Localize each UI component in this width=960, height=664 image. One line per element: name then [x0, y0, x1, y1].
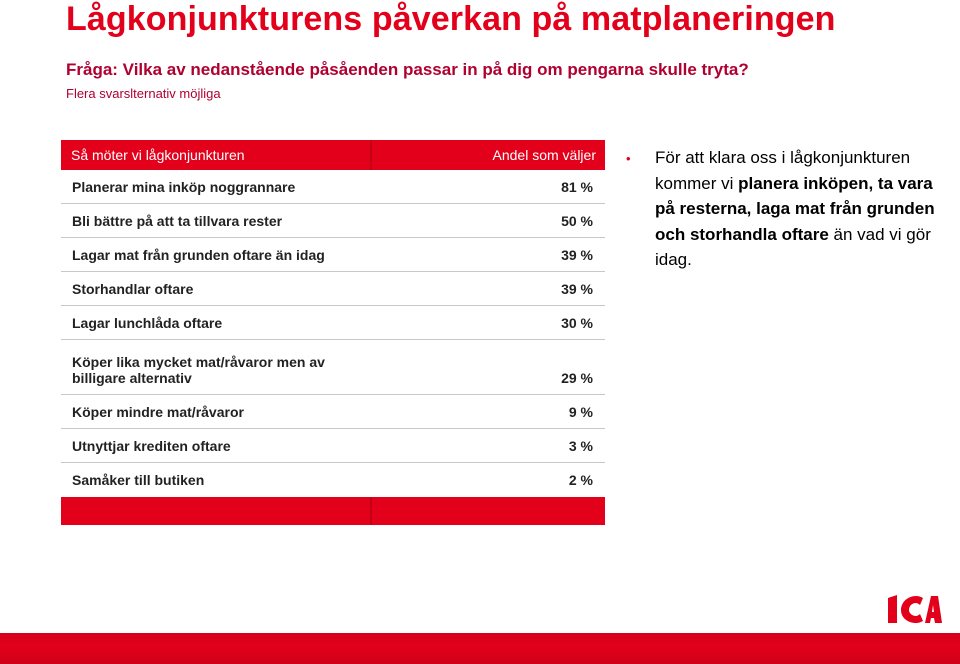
conclusion-bullet: [626, 145, 936, 273]
survey-question: Fråga: Vilka av nedanstående påsåenden passar in på dig om pengarna skulle tryta?: [66, 60, 749, 79]
row-value: 9 %: [568, 403, 593, 420]
header-divider: [370, 140, 372, 170]
conclusion-text-part2: än vad vi gör idag.: [655, 224, 931, 269]
row-label: Lagar mat från grunden oftare än idag: [72, 246, 325, 263]
table-row: [61, 272, 605, 306]
conclusion-text-bold: planera inköpen, ta vara på resterna, laga mat från grunden och storhandla oftare: [655, 173, 935, 244]
row-label: Bli bättre på att ta tillvara rester: [72, 212, 283, 229]
row-value: 81 %: [561, 178, 593, 195]
row-label: Storhandlar oftare: [72, 280, 194, 297]
bullet-marker: •: [626, 151, 631, 166]
header-right: Andel som väljer: [492, 147, 596, 163]
row-label: Samåker till butiken: [72, 472, 205, 488]
table-row: [61, 340, 605, 395]
slide-title: Lågkonjunkturens påverkan på matplaneringen: [66, 0, 836, 38]
table-row: [61, 306, 605, 340]
table-footer-bar: [61, 497, 605, 525]
row-value: 39 %: [561, 280, 593, 297]
row-value: 39 %: [561, 246, 593, 263]
row-value: 2 %: [568, 472, 593, 488]
row-label: Planerar mina inköp noggrannare: [72, 178, 296, 195]
conclusion-text-part1: För att klara oss i lågkonjunkturen kommer vi: [655, 148, 911, 193]
table-row: [61, 238, 605, 272]
table-row: [61, 395, 605, 429]
conclusion-text: [655, 145, 936, 273]
table-header: [61, 140, 605, 170]
row-value: 50 %: [561, 212, 593, 229]
results-table: [61, 140, 605, 525]
row-label: [61, 354, 325, 386]
row-value: 29 %: [561, 370, 593, 386]
bottom-brand-bar: [0, 633, 960, 664]
row-label-line1: Köper lika mycket mat/råvaror men av: [72, 354, 325, 370]
row-label: Lagar lunchlåda oftare: [72, 314, 223, 331]
survey-subtitle: Flera svarslternativ möjliga: [66, 86, 221, 101]
footer-divider: [370, 497, 372, 525]
table-row: [61, 463, 605, 497]
table-row: [61, 170, 605, 204]
table-row: [61, 204, 605, 238]
row-value: 30 %: [561, 314, 593, 331]
header-left: Så möter vi lågkonjunkturen: [71, 147, 245, 163]
row-label: Utnyttjar krediten oftare: [72, 437, 231, 454]
logo-text: ICA: [886, 592, 888, 593]
table-row: [61, 429, 605, 463]
row-label-line2: billigare alternativ: [72, 370, 192, 386]
ica-logo: [886, 592, 942, 626]
row-label: Köper mindre mat/råvaror: [72, 403, 244, 420]
row-value: 3 %: [568, 437, 593, 454]
